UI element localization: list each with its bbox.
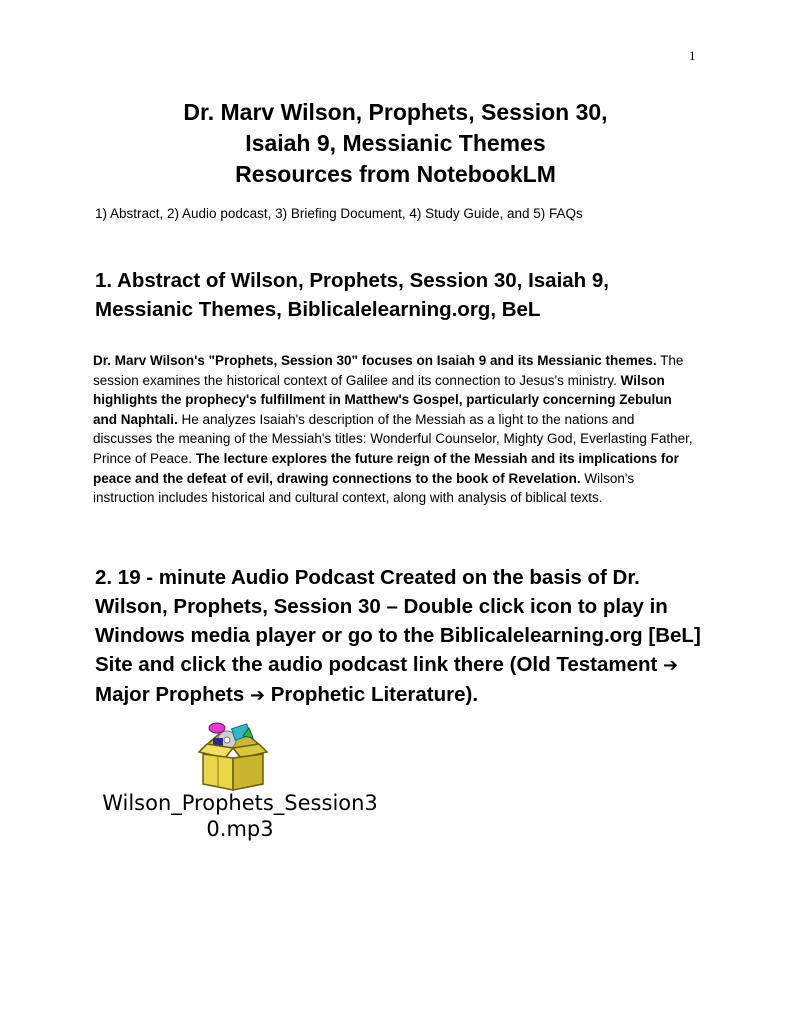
audio-file-link[interactable]: Wilson_Prophets_Session30.mp3 — [102, 791, 378, 841]
abstract-text-4: He analyzes Isaiah's description of the Messiah as a light to the nations and discusses the meaning of the Messiah's titles: Wonderful Counselor, Mighty God, Everlasting Father, Prince of Peace. — [93, 411, 693, 466]
page-number: 1 — [689, 48, 696, 63]
abstract-paragraph — [93, 351, 693, 508]
section-1-heading: 1. Abstract of Wilson, Prophets, Session 30, Isaiah 9, Messianic Themes, Biblicalelearning.org, BeL — [95, 269, 609, 321]
package-media-icon[interactable] — [193, 718, 273, 794]
section-2-heading — [95, 563, 705, 710]
section-2-heading-text-3: Prophetic Literature). — [265, 683, 479, 706]
title-line-3: Resources from NotebookLM — [235, 161, 556, 187]
abstract-bold-1: Dr. Marv Wilson's "Prophets, Session 30" focuses on Isaiah 9 and its Messianic themes. — [93, 353, 657, 368]
abstract-bold-3: Wilson highlights the prophecy's fulfillment in Matthew's Gospel, particularly concerning Zebulun and Naphtali. — [93, 372, 672, 427]
package-media-icon-graphic — [193, 718, 273, 794]
title-line-2: Isaiah 9, Messianic Themes — [245, 130, 546, 156]
section-2-heading-text-1: 2. 19 - minute Audio Podcast Created on the basis of Dr. Wilson, Prophets, Session 30 – Double click icon to play in Windows media player or go to the Biblicalelearning.org [BeL] Site and click the audio podcast link there (Old Testament — [95, 566, 701, 676]
abstract-text-2: The session examines the historical context of Galilee and its connection to Jesus's ministry. — [93, 353, 684, 388]
right-arrow-icon: ➔ — [663, 655, 679, 676]
section-2-heading-text-2: Major Prophets — [95, 683, 250, 706]
title-line-1: Dr. Marv Wilson, Prophets, Session 30, — [183, 99, 608, 125]
abstract-text-6: Wilson's instruction includes historical and cultural context, along with analysis of biblical texts. — [93, 470, 635, 506]
resource-list: 1) Abstract, 2) Audio podcast, 3) Briefing Document, 4) Study Guide, and 5) FAQs — [95, 206, 583, 221]
right-arrow-icon: ➔ — [249, 685, 266, 706]
abstract-bold-5: The lecture explores the future reign of the Messiah and its implications for peace and the defeat of evil, drawing connections to the book of Revelation. — [93, 450, 679, 486]
document-title — [0, 97, 791, 190]
